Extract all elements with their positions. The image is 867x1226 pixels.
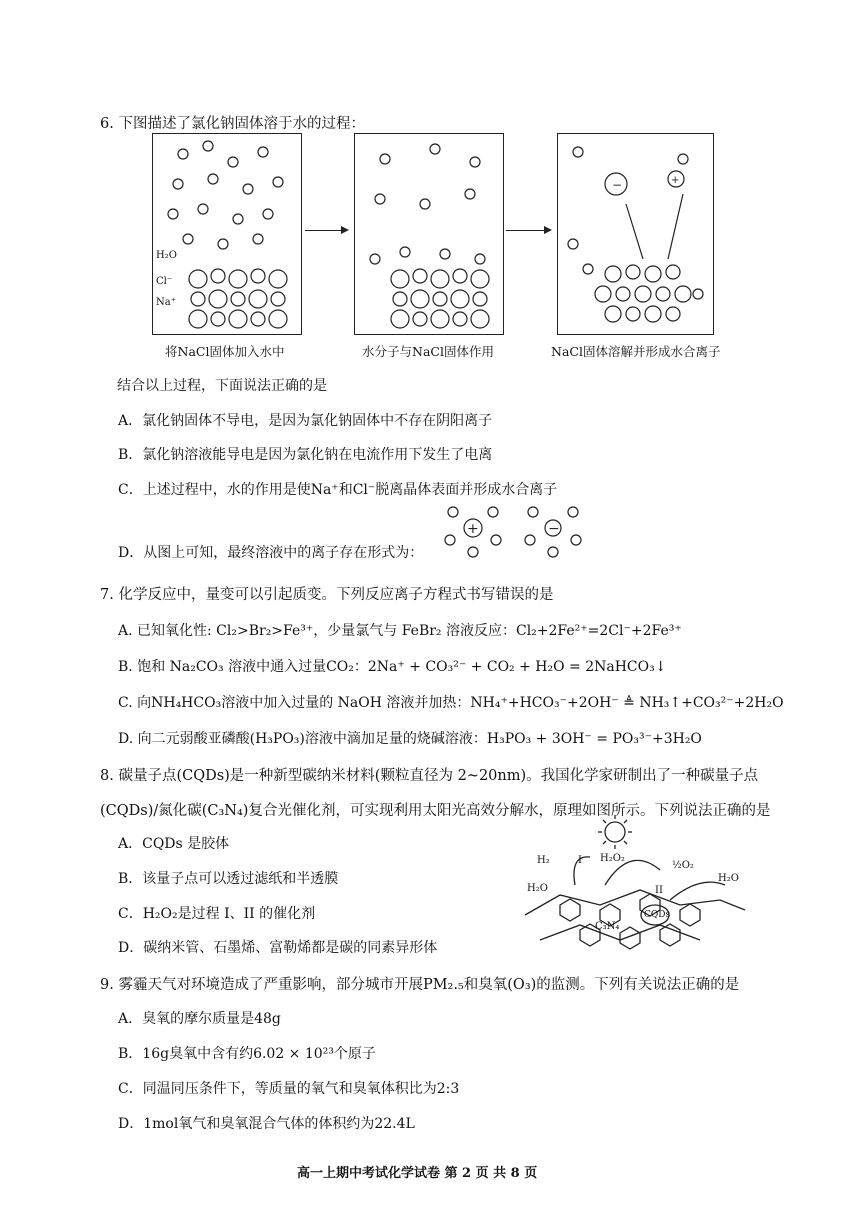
figure-panel-3 [557,133,714,335]
fig8-process-ii: II [655,885,663,896]
fig8-cqds: CQDs [644,910,671,920]
q6-stem: 6. 下图描述了氯化钠固体溶于水的过程： [100,116,365,132]
q6-option-c: C．上述过程中，水的作用是使Na⁺和Cl⁻脱离晶体表面并形成水合离子 [118,482,558,498]
process-arrow-2 [506,230,550,231]
q6-option-b: B．氯化钠溶液能导电是因为氯化钠在电流作用下发生了电离 [118,447,493,463]
caption-panel-3: NaCl固体溶解并形成水合离子 [551,344,721,359]
q7-option-a: A. 已知氧化性: Cl₂>Br₂>Fe³⁺，少量氯气与 FeBr₂ 溶液反应：Cl₂+2Fe²⁺=2Cl⁻+2Fe³⁺ [118,623,682,639]
label-h2o: H₂O [156,250,177,261]
caption-panel-2: 水分子与NaCl固体作用 [362,344,494,359]
fig8-h2: H₂ [537,855,550,866]
q7-option-c: C. 向NH₄HCO₃溶液中加入过量的 NaOH 溶液并加热：NH₄⁺+HCO₃⁻+2OH⁻ ≜ NH₃↑+CO₃²⁻+2H₂O [118,695,784,711]
q9-option-c: C．同温同压条件下，等质量的氧气和臭氧体积比为2:3 [118,1081,460,1097]
fig8-half-o2: ½O₂ [672,860,694,871]
q8-stem-line-1: 8. 碳量子点(CQDs)是一种新型碳纳米材料(颗粒直径为 2~20nm)。我国化学家研制出了一种碳量子点 [100,768,759,784]
q8-stem-line-2: (CQDs)/氮化碳(C₃N₄)复合光催化剂，可实现利用太阳光高效分解水，原理如图所示。下列说法正确的是 [100,803,771,819]
fig8-c3n4: C₃N₄ [595,921,620,932]
fig8-h2o2: H₂O₂ [600,853,625,864]
q9-option-a: A．臭氧的摩尔质量是48g [118,1011,281,1027]
fig8-h2o-left: H₂O [527,883,548,894]
caption-panel-1: 将NaCl固体加入水中 [165,344,285,359]
photocatalysis-figure [520,815,750,960]
svg-text:+: + [671,175,680,186]
figure-panel-2 [354,133,504,335]
figure-panel-1 [152,133,302,335]
svg-text:+: + [467,521,479,537]
q8-option-d: D．碳纳米管、石墨烯、富勒烯都是碳的同素异形体 [118,940,438,956]
label-na: Na⁺ [156,297,176,308]
svg-text:−: − [612,178,623,192]
panel-2-illustration [355,134,503,334]
q7-stem: 7. 化学反应中，量变可以引起质变。下列反应离子方程式书写错误的是 [100,587,554,603]
fig8-process-i: I [578,855,582,866]
q9-option-d: D．1mol氧气和臭氧混合气体的体积约为22.4L [118,1116,415,1132]
q6-option-d: D．从图上可知，最终溶液中的离子存在形式为： [118,545,424,561]
q6-lead: 结合以上过程，下面说法正确的是 [117,378,327,394]
q7-option-d: D. 向二元弱酸亚磷酸(H₃PO₃)溶液中滴加足量的烧碱溶液：H₃PO₃ + 3OH⁻ = PO₃³⁻+3H₂O [118,731,702,747]
label-cl: Cl⁻ [156,276,173,287]
q9-option-b: B．16g臭氧中含有约6.02 × 10²³个原子 [118,1046,376,1062]
q9-stem: 9. 雾霾天气对环境造成了严重影响，部分城市开展PM₂.₅和臭氧(O₃)的监测。下列有关说法正确的是 [100,977,740,993]
q7-option-b: B. 饱和 Na₂CO₃ 溶液中通入过量CO₂：2Na⁺ + CO₃²⁻ + CO₂ + H₂O = 2NaHCO₃↓ [118,659,667,675]
q8-option-c: C．H₂O₂是过程 I、II 的催化剂 [118,906,316,922]
panel-3-illustration [558,134,713,334]
photocatalysis-illustration [520,815,750,960]
q8-option-b: B．该量子点可以透过滤纸和半透膜 [118,871,339,887]
fig8-h2o-right: H₂O [718,873,739,884]
page-footer: 高一上期中考试化学试卷 第 2 页 共 8 页 [297,1166,538,1181]
hydrated-ions-illustration [438,500,590,558]
q8-option-a: A．CQDs 是胶体 [118,836,230,852]
q6-option-a: A．氯化钠固体不导电，是因为氯化钠固体中不存在阴阳离子 [118,413,493,429]
svg-text:−: − [548,521,560,537]
process-arrow-1 [305,230,347,231]
